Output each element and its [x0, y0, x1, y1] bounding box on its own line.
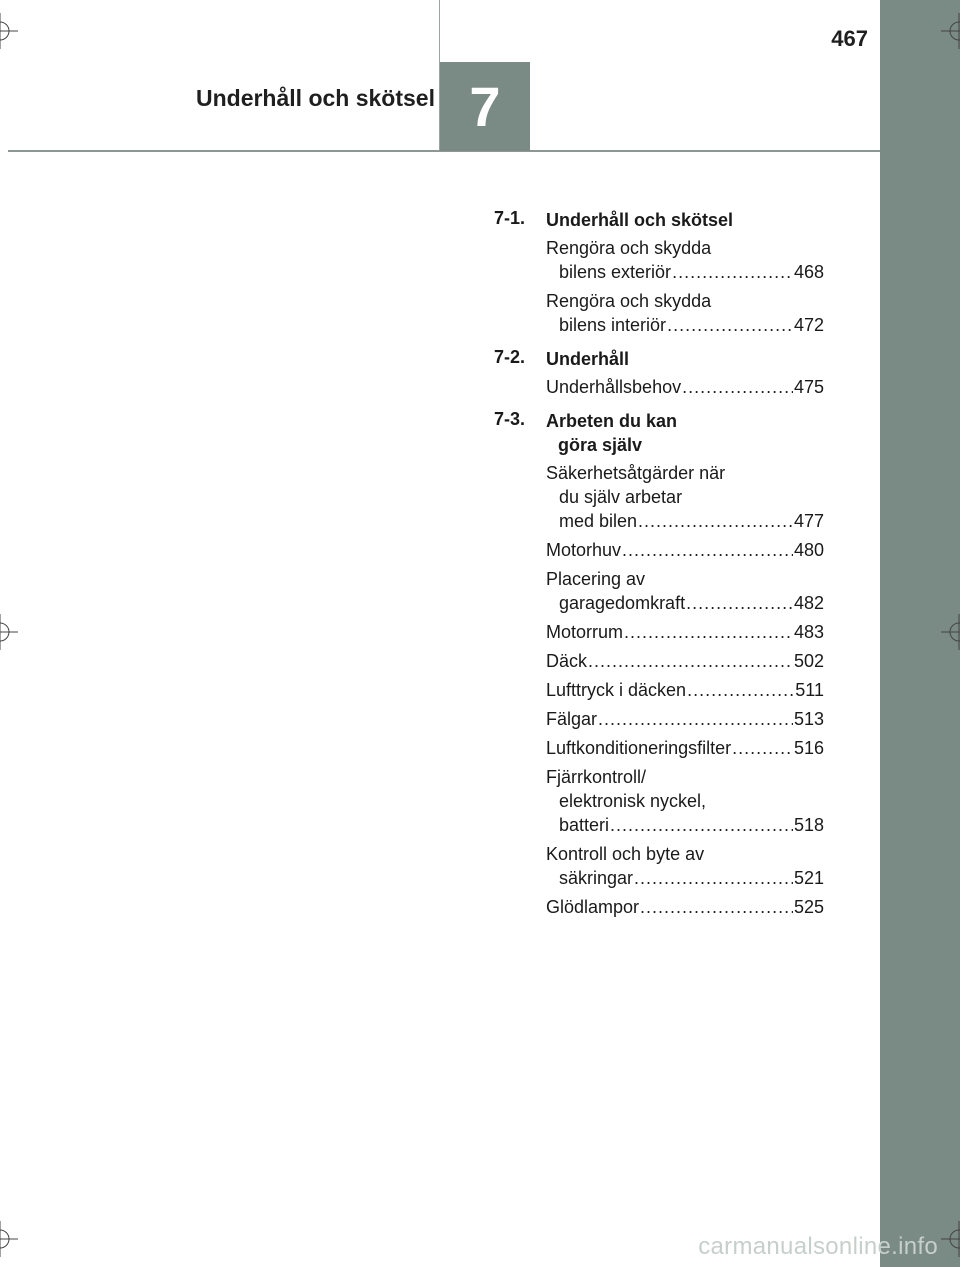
registration-mark-icon: [941, 614, 960, 650]
toc-entry[interactable]: [546, 538, 824, 562]
toc-entry-text: bilens exteriör: [559, 262, 672, 282]
toc-page-number: 468: [793, 262, 824, 282]
toc-entry-text: Luftkonditioneringsfilter: [546, 738, 732, 758]
toc-section-title: Underhåll och skötsel: [546, 210, 734, 230]
toc-dot-leader: [598, 707, 793, 731]
toc-entry-text: Placering av: [546, 569, 646, 589]
toc-entry[interactable]: [546, 678, 824, 702]
toc-page-number: 483: [793, 622, 824, 642]
toc-entry-text: Motorhuv: [546, 540, 622, 560]
toc-entry-text: Lufttryck i däcken: [546, 680, 687, 700]
registration-mark-icon: [941, 13, 960, 49]
toc-entry-text: Glödlampor: [546, 897, 640, 917]
toc-entry-text: bilens interiör: [559, 315, 667, 335]
toc-entry[interactable]: [546, 236, 824, 284]
toc-entry-text: Rengöra och skydda: [546, 291, 712, 311]
toc-entry[interactable]: [546, 567, 824, 615]
toc-entry-text: med bilen: [559, 511, 638, 531]
toc-dot-leader: [732, 736, 793, 760]
toc-entry-text: batteri: [559, 815, 610, 835]
toc-dot-leader: [588, 649, 793, 673]
toc-dot-leader: [687, 678, 794, 702]
toc-section-title: göra själv: [558, 435, 643, 455]
toc-entry-text: Rengöra och skydda: [546, 238, 712, 258]
toc-section-number: 7-1.: [494, 208, 526, 228]
chapter-title: Underhåll och skötsel: [195, 85, 435, 111]
toc-dot-leader: [682, 375, 793, 399]
toc-page-number: 518: [793, 815, 824, 835]
toc-entry[interactable]: [546, 707, 824, 731]
toc-entry[interactable]: [546, 375, 824, 399]
registration-mark-icon: [0, 1221, 18, 1257]
toc-entry-text: Motorrum: [546, 622, 624, 642]
watermark: carmanualsonline.info: [698, 1233, 938, 1260]
toc-dot-leader: [686, 591, 793, 615]
toc-dot-leader: [667, 313, 793, 337]
toc-entry-text: Säkerhetsåtgärder när: [546, 463, 726, 483]
toc-section-title: Arbeten du kan: [546, 411, 678, 431]
toc-dot-leader: [622, 538, 793, 562]
toc-section-number: 7-3.: [494, 409, 526, 429]
toc-entry-text: du själv arbetar: [559, 487, 683, 507]
toc-dot-leader: [624, 620, 793, 644]
toc-page-number: 475: [793, 377, 824, 397]
toc-entry-text: Kontroll och byte av: [546, 844, 705, 864]
toc-entry-text: garagedomkraft: [559, 593, 686, 613]
toc-page-number: 477: [793, 511, 824, 531]
toc-page-number: 511: [795, 680, 824, 700]
toc-entry[interactable]: [546, 765, 824, 837]
toc-section-heading: [494, 208, 824, 232]
toc-dot-leader: [634, 866, 793, 890]
toc-entry-text: Däck: [546, 651, 588, 671]
toc-entry[interactable]: [546, 620, 824, 644]
chapter-number: 7: [469, 75, 501, 138]
toc-entry[interactable]: [546, 842, 824, 890]
toc-entry[interactable]: [546, 289, 824, 337]
toc-entry-text: Fjärrkontroll/: [546, 767, 647, 787]
toc-dot-leader: [640, 895, 793, 919]
toc-entry[interactable]: [546, 461, 824, 533]
toc-entry[interactable]: [546, 736, 824, 760]
toc-page-number: 516: [793, 738, 824, 758]
toc-page-number: 482: [793, 593, 824, 613]
toc-entry[interactable]: [546, 895, 824, 919]
toc-entry-text: säkringar: [559, 868, 634, 888]
toc-page-number: 480: [793, 540, 824, 560]
registration-mark-icon: [0, 614, 18, 650]
toc-entry-text: Underhållsbehov: [546, 377, 682, 397]
table-of-contents: [494, 208, 824, 919]
toc-entry-text: elektronisk nyckel,: [559, 791, 707, 811]
toc-dot-leader: [638, 509, 793, 533]
registration-mark-icon: [941, 1221, 960, 1257]
toc-entry[interactable]: [546, 649, 824, 673]
toc-page-number: 472: [793, 315, 824, 335]
toc-dot-leader: [672, 260, 793, 284]
toc-section-number: 7-2.: [494, 347, 526, 367]
page-number: 467: [831, 26, 868, 51]
toc-page-number: 513: [793, 709, 824, 729]
registration-mark-icon: [0, 13, 18, 49]
toc-page-number: 502: [793, 651, 824, 671]
toc-section-heading: [494, 409, 824, 457]
toc-page-number: 525: [793, 897, 824, 917]
toc-section-title: Underhåll: [546, 349, 630, 369]
toc-entry-text: Fälgar: [546, 709, 598, 729]
toc-dot-leader: [610, 813, 793, 837]
chapter-number-box: [440, 62, 530, 151]
toc-section-heading: [494, 347, 824, 371]
toc-page-number: 521: [793, 868, 824, 888]
